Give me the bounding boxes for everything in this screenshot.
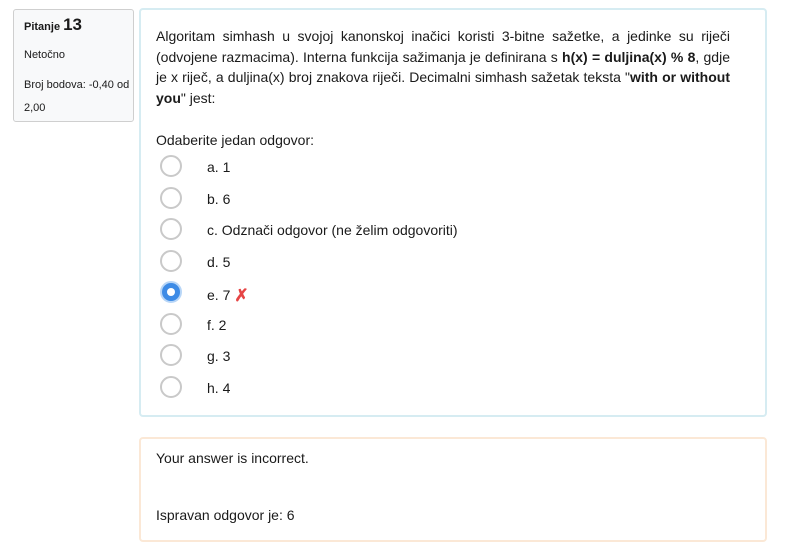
question-label: Pitanje <box>24 21 61 33</box>
radio-button[interactable] <box>160 187 182 209</box>
radio-button[interactable] <box>160 218 182 240</box>
question-formulation <box>139 8 767 417</box>
hash-formula: h(x) = duljina(x) % 8 <box>562 48 696 65</box>
answer-option-f[interactable] <box>158 310 638 340</box>
radio-button[interactable] <box>160 155 182 177</box>
radio-button[interactable] <box>160 250 182 272</box>
answer-option-a[interactable] <box>158 152 638 182</box>
answer-label: b. 6 <box>207 190 231 207</box>
answer-label: f. 2 <box>207 316 227 333</box>
answer-option-g[interactable] <box>158 341 638 371</box>
question-info-panel <box>13 9 134 122</box>
answer-prompt: Odaberite jedan odgovor: <box>156 132 314 148</box>
answer-label: c. Odznači odgovor (ne želim odgovoriti) <box>207 222 458 238</box>
answer-label <box>207 285 249 305</box>
answer-option-c[interactable] <box>158 215 638 245</box>
feedback-panel <box>139 437 767 542</box>
question-number-heading <box>24 16 133 36</box>
answer-option-h[interactable] <box>158 373 638 403</box>
question-state: Netočno <box>24 49 65 61</box>
question-text-part-2: , gdje je x riječ, a duljina(x) broj znakova riječi. Decimalni simhash sažetak teksta " <box>156 48 730 85</box>
question-grade: Broj bodova: -0,40 od 2,00 <box>24 79 130 114</box>
question-text-part-3: " jest: <box>180 89 216 106</box>
radio-button[interactable] <box>160 344 182 366</box>
question-text-part-1: Algoritam simhash u svojoj kanonskoj inačici koristi 3-bitne sažetke, a jedinke su riječi (odvojene razmacima). Interna funkcija sažimanja je definirana s <box>156 28 730 65</box>
input-text: with or without you <box>156 69 731 106</box>
answer-option-e[interactable] <box>158 278 638 308</box>
radio-button[interactable] <box>160 313 182 335</box>
answer-label: d. 5 <box>207 253 231 270</box>
answer-option-d[interactable] <box>158 247 638 277</box>
feedback-result: Your answer is incorrect. <box>156 450 309 466</box>
question-number: 13 <box>63 15 82 34</box>
answer-label: a. 1 <box>207 159 231 175</box>
answer-label: h. 4 <box>207 379 231 396</box>
correct-answer-text: Ispravan odgovor je: 6 <box>156 507 295 523</box>
incorrect-icon: ✗ <box>234 286 249 305</box>
answer-label-text: e. 7 <box>207 287 231 303</box>
answer-label: g. 3 <box>207 348 231 364</box>
answer-option-b[interactable] <box>158 184 638 214</box>
radio-button-selected[interactable] <box>160 281 182 303</box>
question-text <box>156 26 730 108</box>
radio-button[interactable] <box>160 376 182 398</box>
